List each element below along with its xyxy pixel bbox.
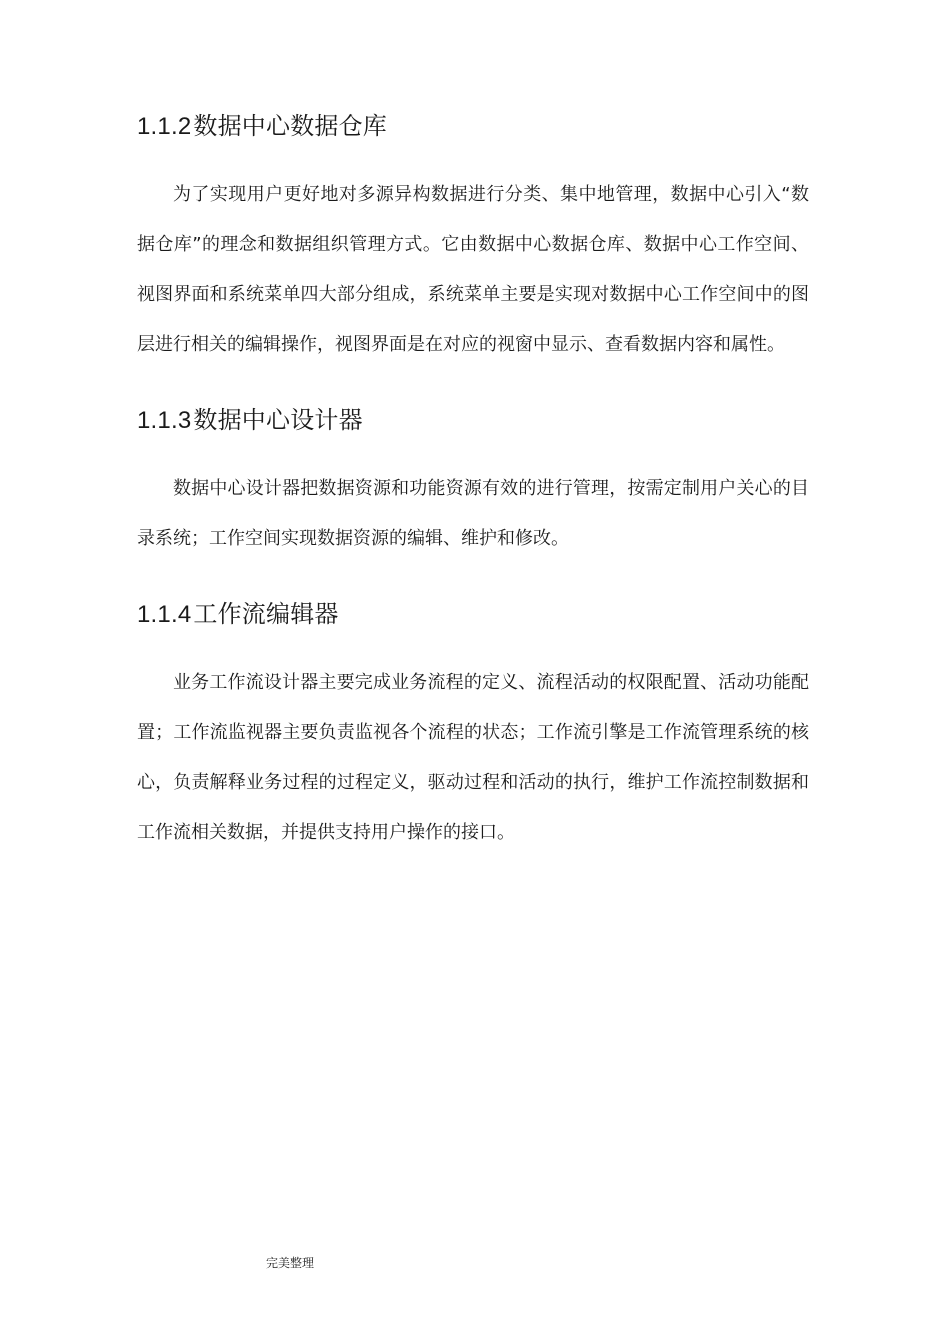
section-title: 数据中心数据仓库 (193, 112, 387, 140)
section-title: 工作流编辑器 (193, 600, 339, 628)
document-body (137, 108, 809, 858)
section-heading-1-1-3 (137, 402, 809, 439)
section-title: 数据中心设计器 (193, 406, 363, 434)
section-number: 1.1.4 (137, 601, 192, 628)
footer-note: 完美整理 (266, 1256, 315, 1270)
section-paragraph-1-1-4: 业务工作流设计器主要完成业务流程的定义、流程活动的权限配置、活动功能配置；工作流监视器主要负责监视各个流程的状态；工作流引擎是工作流管理系统的核心，负责解释业务过程的过程定义，驱动过程和活动的执行，维护工作流控制数据和工作流相关数据，并提供支持用户操作的接口。 (137, 672, 809, 843)
section-paragraph-1-1-2: 为了实现用户更好地对多源异构数据进行分类、集中地管理，数据中心引入“数据仓库”的理念和数据组织管理方式。它由数据中心数据仓库、数据中心工作空间、视图界面和系统菜单四大部分组成，系统菜单主要是实现对数据中心工作空间中的图层进行相关的编辑操作，视图界面是在对应的视窗中显示、查看数据内容和属性。 (137, 184, 809, 355)
section-heading-1-1-2 (137, 108, 809, 145)
section-number: 1.1.2 (137, 113, 192, 140)
section-number: 1.1.3 (137, 407, 192, 434)
section-heading-1-1-4 (137, 596, 809, 633)
section-paragraph-1-1-3: 数据中心设计器把数据资源和功能资源有效的进行管理，按需定制用户关心的目录系统；工作空间实现数据资源的编辑、维护和修改。 (137, 478, 809, 549)
